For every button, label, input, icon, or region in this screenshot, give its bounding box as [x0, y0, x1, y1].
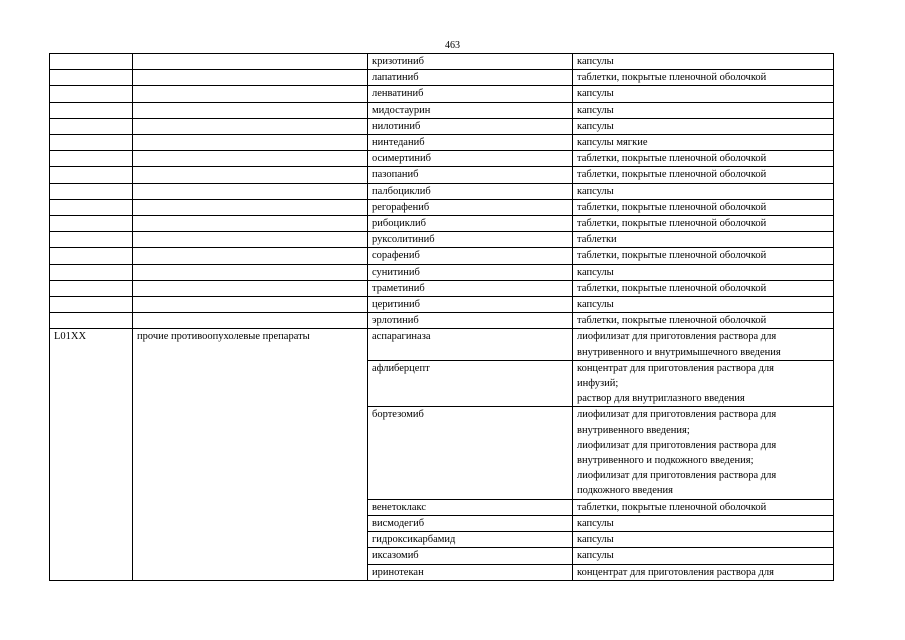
dosage-form-cell: капсулы	[573, 102, 834, 118]
table-row	[50, 118, 834, 134]
table-row	[50, 135, 834, 151]
dosage-form-cell: таблетки, покрытые пленочной оболочкой	[573, 280, 834, 296]
table-row	[50, 264, 834, 280]
dosage-form-cell: таблетки, покрытые пленочной оболочкой	[573, 216, 834, 232]
table-row	[50, 70, 834, 86]
drug-name-cell: руксолитиниб	[368, 232, 573, 248]
dosage-form-cell: капсулы мягкие	[573, 135, 834, 151]
dosage-form-cell: капсулы	[573, 86, 834, 102]
code-cell-empty	[50, 199, 133, 215]
drug-name-cell: ленватиниб	[368, 86, 573, 102]
group-cell-empty	[133, 232, 368, 248]
drug-name-cell: лапатиниб	[368, 70, 573, 86]
code-cell-empty	[50, 135, 133, 151]
group-cell-empty	[133, 86, 368, 102]
drug-name-cell: пазопаниб	[368, 167, 573, 183]
dosage-form-cell: концентрат для приготовления раствора для	[573, 564, 834, 580]
dosage-form-cell: таблетки, покрытые пленочной оболочкой	[573, 199, 834, 215]
code-cell-empty	[50, 70, 133, 86]
group-cell-empty	[133, 297, 368, 313]
group-cell-empty	[133, 313, 368, 329]
group-cell-empty	[133, 118, 368, 134]
dosage-form-cell: таблетки, покрытые пленочной оболочкой	[573, 313, 834, 329]
drug-name-cell: висмодегиб	[368, 515, 573, 531]
dosage-form-cell: капсулы	[573, 118, 834, 134]
dosage-form-cell: таблетки, покрытые пленочной оболочкой	[573, 499, 834, 515]
table-row	[50, 54, 834, 70]
dosage-form-cell: капсулы	[573, 548, 834, 564]
group-cell-empty	[133, 199, 368, 215]
dosage-form-cell: капсулы	[573, 297, 834, 313]
drug-name-cell: афлиберцепт	[368, 360, 573, 407]
code-cell-empty	[50, 118, 133, 134]
drug-name-cell: венетоклакс	[368, 499, 573, 515]
group-cell-empty	[133, 102, 368, 118]
code-cell-empty	[50, 183, 133, 199]
dosage-form-cell: таблетки	[573, 232, 834, 248]
dosage-form-cell: таблетки, покрытые пленочной оболочкой	[573, 167, 834, 183]
drug-name-cell: нилотиниб	[368, 118, 573, 134]
drug-name-cell: сунитиниб	[368, 264, 573, 280]
dosage-form-cell: капсулы	[573, 532, 834, 548]
table-row	[50, 86, 834, 102]
table-row	[50, 151, 834, 167]
drug-name-cell: палбоциклиб	[368, 183, 573, 199]
drug-name-cell: иринотекан	[368, 564, 573, 580]
table-row	[50, 280, 834, 296]
drug-name-cell: кризотиниб	[368, 54, 573, 70]
dosage-form-cell: лиофилизат для приготовления раствора для внутривенного и внутримышечного введения	[573, 329, 834, 360]
table-row	[50, 102, 834, 118]
code-cell-empty	[50, 86, 133, 102]
code-cell-empty	[50, 264, 133, 280]
table-row	[50, 313, 834, 329]
atc-group-cell: прочие противоопухолевые препараты	[133, 329, 368, 580]
table-row	[50, 248, 834, 264]
dosage-form-cell: лиофилизат для приготовления раствора для внутривенного введения; лиофилизат для приготовления раствора для внутривенного и подкожного введения; лиофилизат для приготовления раствора для подкожного введения	[573, 407, 834, 499]
code-cell-empty	[50, 102, 133, 118]
group-cell-empty	[133, 280, 368, 296]
code-cell-empty	[50, 216, 133, 232]
dosage-form-cell: капсулы	[573, 54, 834, 70]
dosage-form-cell: капсулы	[573, 183, 834, 199]
table-row	[50, 183, 834, 199]
atc-code-cell: L01XX	[50, 329, 133, 580]
group-cell-empty	[133, 264, 368, 280]
drug-name-cell: нинтеданиб	[368, 135, 573, 151]
group-cell-empty	[133, 167, 368, 183]
drug-name-cell: рибоциклиб	[368, 216, 573, 232]
group-cell-empty	[133, 183, 368, 199]
code-cell-empty	[50, 54, 133, 70]
drug-name-cell: церитиниб	[368, 297, 573, 313]
drug-table	[49, 53, 834, 581]
group-cell-empty	[133, 151, 368, 167]
code-cell-empty	[50, 167, 133, 183]
drug-name-cell: эрлотиниб	[368, 313, 573, 329]
drug-name-cell: иксазомиб	[368, 548, 573, 564]
drug-name-cell: гидроксикарбамид	[368, 532, 573, 548]
dosage-form-cell: капсулы	[573, 264, 834, 280]
drug-name-cell: аспарагиназа	[368, 329, 573, 360]
table-row	[50, 199, 834, 215]
dosage-form-cell: концентрат для приготовления раствора для инфузий; раствор для внутриглазного введения	[573, 360, 834, 407]
group-cell-empty	[133, 70, 368, 86]
group-cell-empty	[133, 54, 368, 70]
drug-name-cell: траметиниб	[368, 280, 573, 296]
drug-name-cell: осимертиниб	[368, 151, 573, 167]
table-row	[50, 329, 834, 360]
group-cell-empty	[133, 248, 368, 264]
code-cell-empty	[50, 151, 133, 167]
code-cell-empty	[50, 248, 133, 264]
dosage-form-cell: таблетки, покрытые пленочной оболочкой	[573, 70, 834, 86]
code-cell-empty	[50, 232, 133, 248]
drug-name-cell: сорафениб	[368, 248, 573, 264]
table-row	[50, 232, 834, 248]
table-row	[50, 167, 834, 183]
table-row	[50, 216, 834, 232]
dosage-form-cell: таблетки, покрытые пленочной оболочкой	[573, 151, 834, 167]
code-cell-empty	[50, 280, 133, 296]
dosage-form-cell: капсулы	[573, 515, 834, 531]
drug-name-cell: регорафениб	[368, 199, 573, 215]
page-number: 463	[445, 40, 460, 51]
dosage-form-cell: таблетки, покрытые пленочной оболочкой	[573, 248, 834, 264]
code-cell-empty	[50, 313, 133, 329]
group-cell-empty	[133, 216, 368, 232]
table-row	[50, 297, 834, 313]
group-cell-empty	[133, 135, 368, 151]
drug-name-cell: бортезомиб	[368, 407, 573, 499]
code-cell-empty	[50, 297, 133, 313]
drug-name-cell: мидостаурин	[368, 102, 573, 118]
